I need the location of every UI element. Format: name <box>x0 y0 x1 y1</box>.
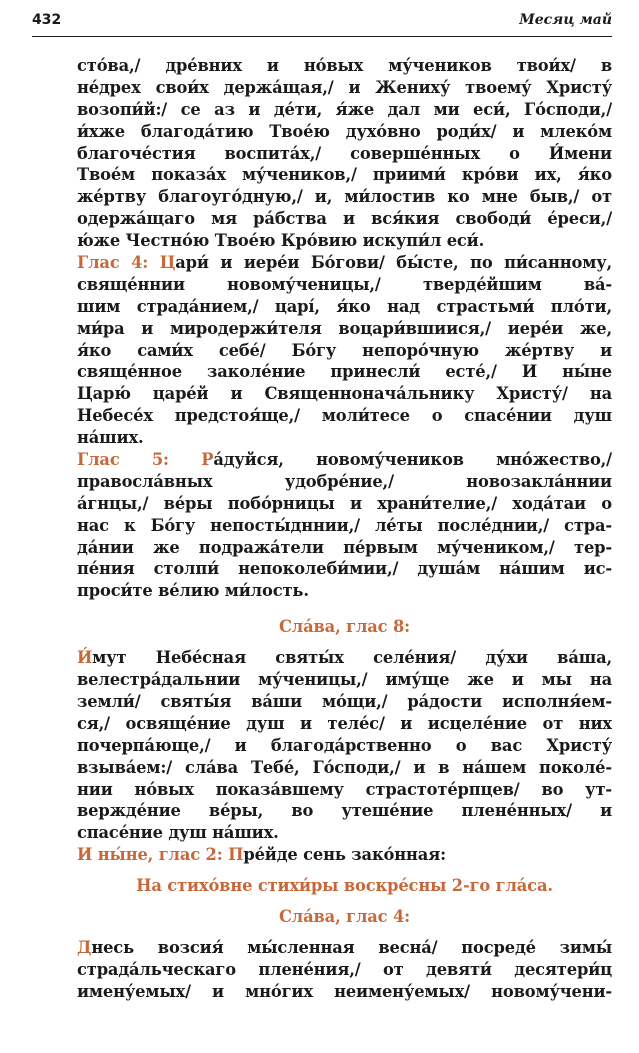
text-line: шим страда́нием,/ царі́, я́ко над страстьми́ пло́ти, <box>77 296 612 316</box>
header-rule <box>32 36 612 37</box>
tone-label: И ны́не, глас 2: <box>77 845 223 865</box>
and-now-line: И ны́не, глас 2: Пре́йде сень зако́нная: <box>77 845 446 865</box>
text-line: ся,/ освяще́ние душ и теле́с/ и исцеле́ние от них <box>77 713 612 733</box>
page-number: 432 <box>32 12 62 28</box>
text-line: а́гнцы,/ ве́ры побо́рницы и храни́телие,/ хода́таи о <box>77 493 612 513</box>
text-body <box>77 55 612 1003</box>
text-line: нас к Бо́гу непосты́дннии,/ ле́ты после́днии,/ стра- <box>77 515 612 535</box>
text-line: Глас 5: Ра́дуйся, новому́чеников мно́жество,/ <box>77 450 612 470</box>
stichera-glory-tone-4 <box>77 937 612 1003</box>
text-line: сто́ва,/ дре́вних и но́вых му́чеников твои́х/ в <box>77 56 612 75</box>
tone-label: Глас 5: <box>77 450 169 470</box>
text-line: Царю́ царе́й и Священнонача́льнику Христу́/ на <box>77 384 612 404</box>
text-line: Днесь возсия́ мы́сленная весна́/ посреде́ зимы́ <box>77 937 612 957</box>
text-line: велестра́дальнии му́ченицы,/ иму́ще же и мы на <box>77 670 612 690</box>
text-line: страда́льческаго плене́ния,/ от девяти́ десятери́ц <box>77 959 612 979</box>
text-line: спасе́ние душ на́ших. <box>77 823 279 843</box>
text-line: свяще́ннии новому́ченицы,/ тверде́йшим ва́- <box>77 274 612 294</box>
section-heading: Сла́ва, глас 4: <box>278 906 410 926</box>
drop-initial: Д <box>77 937 92 957</box>
text-line: ми́ра и миродержи́теля воцари́вшиися,/ иере́и же, <box>77 318 612 338</box>
text-line: Твое́м показа́х му́чеников,/ приими́ кро́ви их, я́ко <box>77 165 612 185</box>
text-line: Небесе́х предстоя́ще,/ моли́тесе о спасе́нии душ <box>77 406 612 426</box>
text-line: имену́емых/ и мно́гих неимену́емых/ новому́чени- <box>77 981 612 1001</box>
text-line: Глас 4: Цари́ и иере́и Бо́гови/ бы́сте, по пи́санному, <box>77 253 612 273</box>
text-line: ю́же Честно́ю Твое́ю Кро́вию искупи́л еси́. <box>77 231 485 251</box>
stichera-tone-4 <box>77 252 612 449</box>
stichera-tone-5 <box>77 449 612 602</box>
section-heading: На стихо́вне стихи́ры воскре́сны 2-го гла́са. <box>136 876 553 896</box>
text-line: И́мут Небе́сная святы́х селе́ния/ ду́хи ва́ша, <box>77 648 612 668</box>
text-line: и́хже благода́тию Твое́ю духо́вно роди́х/ и млеко́м <box>77 121 612 141</box>
text-line: проси́те ве́лию ми́лость. <box>77 581 309 601</box>
text-line: почерпа́юще,/ и благода́рственно о вас Христу́ <box>77 735 612 755</box>
drop-initial: П <box>228 845 244 865</box>
text-line: не́дрех свои́х держа́щая,/ и Жениху́ твоему́ Христу́ <box>77 77 612 97</box>
drop-initial: Ц <box>159 253 176 273</box>
section-heading: Сла́ва, глас 8: <box>278 617 410 637</box>
text-line: на́ших. <box>77 428 144 448</box>
text-line: благоче́стия воспита́х,/ соверше́нных о И́мени <box>77 143 612 163</box>
stichera-glory-tone-8 <box>77 647 612 844</box>
running-title: Месяц май <box>519 12 612 28</box>
text-line: возопи́й:/ се аз и де́ти, я́же дал ми еси́, Го́споди,/ <box>77 99 612 119</box>
text-line: да́нии же подража́тели пе́рвым му́чеником,/ тер- <box>77 537 612 557</box>
stichera-continuation <box>77 55 612 252</box>
text-line: одержа́щаго мя ра́бства и вся́кия свободи́ е́реси,/ <box>77 209 612 229</box>
text-line: нии но́вых показа́вшему страстоте́рпцев/ во ут- <box>77 779 612 799</box>
text-line: же́ртву благоуго́дную,/ и, ми́лостив ко мне быв,/ от <box>77 187 612 207</box>
tone-label: Глас 4: <box>77 253 149 273</box>
text-line: я́ко сами́х себе́/ Бо́гу непоро́чную же́ртву и <box>77 340 612 360</box>
text-line: свяще́нное заколе́ние принесли́ есте́,/ И ны́не <box>77 362 612 382</box>
text-line: земли́/ святы́я ва́ши мо́щи,/ ра́дости исполня́ем- <box>77 691 612 711</box>
page-header <box>32 12 612 42</box>
text-line: пе́ния столпи́ непоколеби́мии,/ душа́м на́шим ис- <box>77 559 612 579</box>
text-line: взыва́ем:/ сла́ва Тебе́, Го́споди,/ и в на́шем поколе́- <box>77 757 612 777</box>
text-line: вержде́ние ве́ры, во утеше́ние плене́нных/ и <box>77 801 612 821</box>
drop-initial: И́ <box>77 648 93 668</box>
drop-initial: Р <box>201 450 214 470</box>
text-line: правосла́вных удобре́ние,/ новозакла́ннии <box>77 471 612 491</box>
